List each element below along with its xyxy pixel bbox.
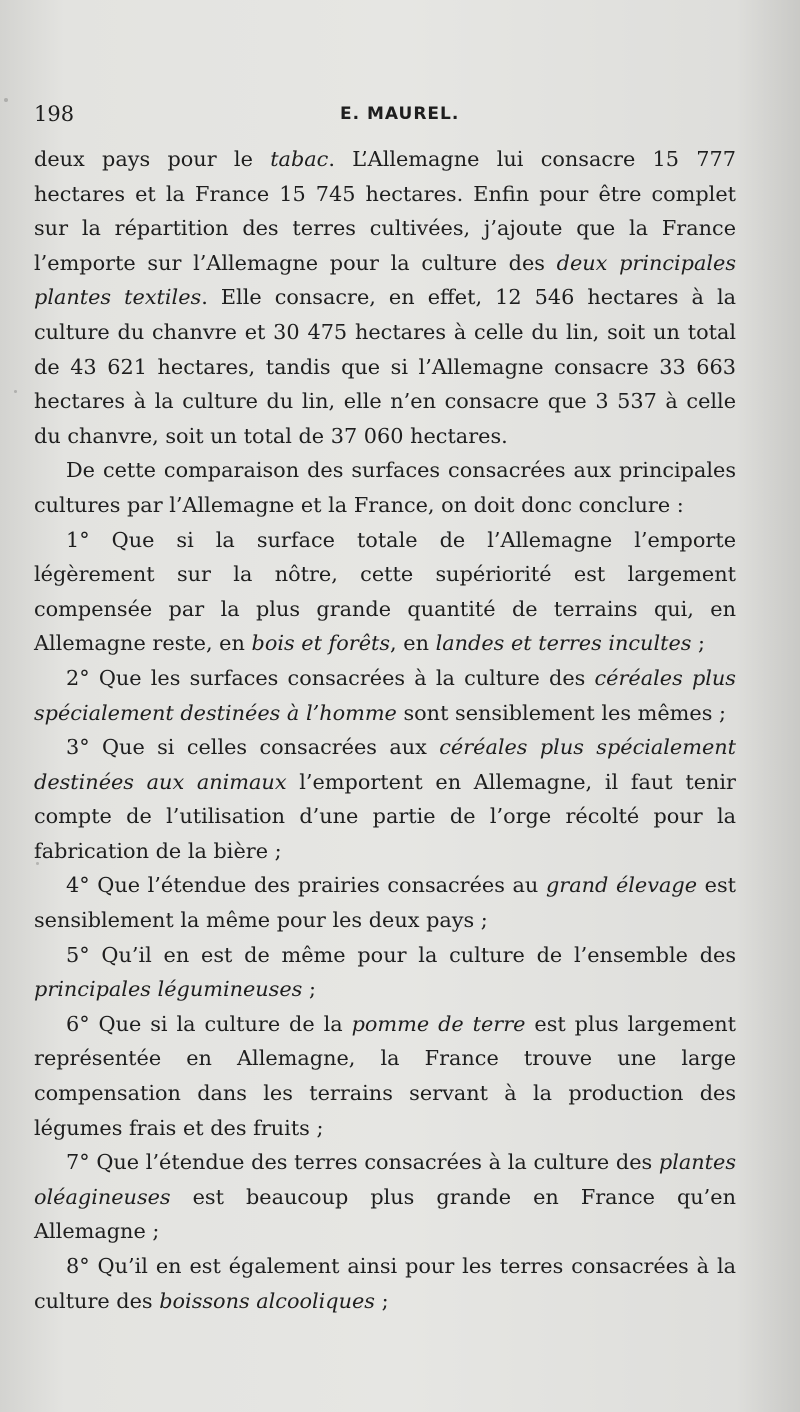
paragraph	[34, 453, 736, 522]
running-head: E. MAUREL.	[340, 104, 460, 124]
italic-text: pomme de terre	[351, 1011, 526, 1036]
italic-text: deux principales plantes textiles	[34, 250, 737, 310]
text-run: deux pays pour le	[34, 147, 271, 171]
text-run: 3° Que si celles consacrées aux	[66, 735, 440, 760]
italic-text: tabac	[270, 147, 329, 171]
text-run: 5° Qu’il en est de même pour la culture de l’ensemble des	[66, 942, 736, 967]
text-run: , en	[390, 631, 436, 656]
italic-text: principales légumineuses	[34, 977, 303, 1002]
body-text	[34, 142, 736, 1318]
text-run: est sensiblement la même pour les deux pays ;	[34, 873, 736, 933]
paragraph	[34, 868, 736, 937]
paragraph	[34, 523, 736, 661]
italic-text: céréales plus spécialement destinées aux animaux	[34, 735, 737, 794]
italic-text: céréales plus spécialement destinées à l’homme	[34, 665, 736, 725]
text-run: est plus largement représentée en Allemagne, la France trouve une large compensation dans les terrains servant à la production des légumes frais et des fruits ;	[34, 1011, 737, 1140]
text-run: sont sensiblement les mêmes ;	[396, 700, 726, 725]
italic-text: landes et terres incultes	[435, 631, 692, 656]
text-run: . Elle consacre, en effet, 12 546 hectares à la culture du chanvre et 30 475 hectares à celle du lin, soit un total de 43 621 hectares, tandis que si l’Allemagne consacre 33 663 hectares à la culture du lin, elle n’en consacre que 3 537 à celle du chanvre, soit un total de 37 060 hectares.	[34, 285, 737, 448]
page-number: 198	[34, 102, 75, 126]
paragraph	[34, 1249, 736, 1318]
text-run: 8° Qu’il en est également ainsi pour les terres consacrées à la culture des	[34, 1254, 736, 1313]
page-header	[34, 100, 734, 130]
paragraph	[34, 661, 736, 730]
italic-text: plantes oléagineuses	[34, 1150, 736, 1209]
text-run: 6° Que si la culture de la	[66, 1011, 352, 1036]
text-run: 2° Que les surfaces consacrées à la culture des	[66, 665, 595, 690]
text-run: . L’Allemagne lui consacre 15 777 hectares et la France 15 745 hectares. Enfin pour être complet sur la répartition des terres cultivées, j’ajoute que la France l’emporte sur l’Allemagne pour la culture des	[34, 147, 737, 275]
text-run: De cette comparaison des surfaces consacrées aux principales cultures par l’Allemagne et la France, on doit donc conclure :	[34, 458, 736, 517]
text-run: 7° Que l’étendue des terres consacrées à la culture des	[66, 1150, 659, 1175]
ink-speck	[4, 98, 8, 102]
paragraph	[34, 1145, 736, 1249]
italic-text: grand élevage	[545, 873, 698, 898]
text-run: est beaucoup plus grande en France qu’en Allemagne ;	[34, 1184, 736, 1244]
italic-text: boissons alcooliques	[159, 1288, 375, 1313]
paragraph	[34, 142, 736, 453]
text-run: ;	[691, 631, 706, 656]
italic-text: bois et forêts	[251, 631, 391, 656]
text-run: l’emportent en Allemagne, il faut tenir compte de l’utilisation d’une partie de l’orge récolté pour la fabrication de la bière ;	[34, 769, 736, 863]
paragraph	[34, 938, 736, 1007]
text-run: ;	[374, 1288, 389, 1313]
paragraph	[34, 730, 736, 868]
paragraph	[34, 1007, 736, 1145]
ink-speck	[14, 390, 17, 393]
text-run: 1° Que si la surface totale de l’Allemagne l’emporte légèrement sur la nôtre, cette supériorité est largement compensée par la plus grande quantité de terrains qui, en Allemagne reste, en	[34, 527, 736, 656]
text-run: ;	[302, 977, 316, 1002]
text-run: 4° Que l’étendue des prairies consacrées au	[66, 873, 546, 898]
